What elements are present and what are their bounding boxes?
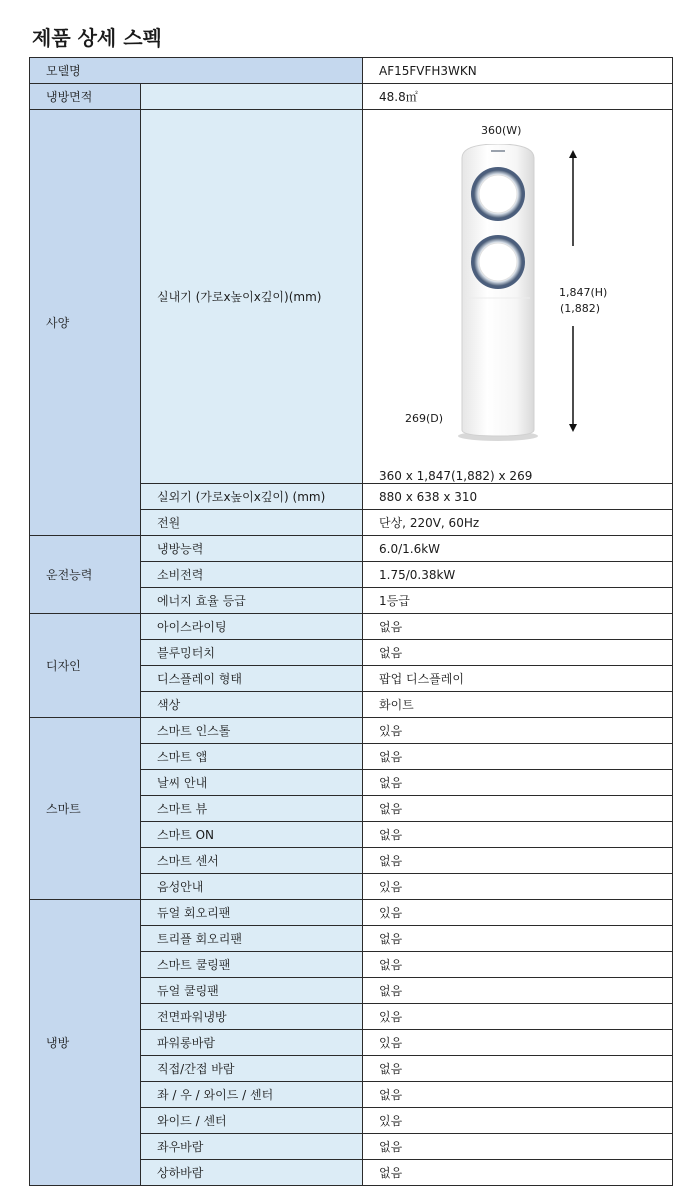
indoor-image-cell: [363, 110, 673, 484]
table-row: [30, 536, 673, 562]
row-label: 날씨 안내: [141, 770, 363, 796]
row-value: 없음: [363, 1134, 673, 1160]
row-value: 없음: [363, 744, 673, 770]
group-category: 냉방: [30, 900, 141, 1186]
spec-category: 사양: [30, 110, 141, 536]
row-value: 없음: [363, 1056, 673, 1082]
row-label: 냉방능력: [141, 536, 363, 562]
row-value: 없음: [363, 770, 673, 796]
row-label: 상하바람: [141, 1160, 363, 1186]
outdoor-label: 실외기 (가로x높이x깊이) (mm): [141, 484, 363, 510]
row-label: 트리플 회오리팬: [141, 926, 363, 952]
row-value: 없음: [363, 978, 673, 1004]
power-value: 단상, 220V, 60Hz: [363, 510, 673, 536]
row-value: 없음: [363, 822, 673, 848]
area-value: 48.8㎡: [363, 84, 673, 110]
row-value: 없음: [363, 848, 673, 874]
power-label: 전원: [141, 510, 363, 536]
table-row-model: [30, 58, 673, 84]
row-value: 없음: [363, 796, 673, 822]
row-label: 음성안내: [141, 874, 363, 900]
row-label: 에너지 효율 등급: [141, 588, 363, 614]
row-value: 있음: [363, 1004, 673, 1030]
row-label: 스마트 센서: [141, 848, 363, 874]
dim-height-label: 1,847(H): [559, 286, 608, 299]
row-value: 있음: [363, 874, 673, 900]
row-label: 스마트 ON: [141, 822, 363, 848]
row-value: 1.75/0.38kW: [363, 562, 673, 588]
row-label: 좌 / 우 / 와이드 / 센터: [141, 1082, 363, 1108]
group-category: 운전능력: [30, 536, 141, 614]
spec-table: [29, 57, 673, 1186]
row-value: 1등급: [363, 588, 673, 614]
table-row-area: [30, 84, 673, 110]
row-label: 파워롱바람: [141, 1030, 363, 1056]
row-label: 색상: [141, 692, 363, 718]
row-value: 6.0/1.6kW: [363, 536, 673, 562]
row-value: 있음: [363, 1108, 673, 1134]
indoor-label: 실내기 (가로x높이x깊이)(mm): [141, 110, 363, 484]
row-label: 블루밍터치: [141, 640, 363, 666]
indoor-value: 360 x 1,847(1,882) x 269: [379, 469, 533, 483]
row-label: 스마트 뷰: [141, 796, 363, 822]
row-value: 없음: [363, 614, 673, 640]
row-value: 없음: [363, 952, 673, 978]
row-label: 좌우바람: [141, 1134, 363, 1160]
table-row: [30, 900, 673, 926]
row-label: 스마트 쿨링팬: [141, 952, 363, 978]
row-label: 듀얼 쿨링팬: [141, 978, 363, 1004]
row-label: 소비전력: [141, 562, 363, 588]
group-category: 디자인: [30, 614, 141, 718]
model-value: AF15FVFH3WKN: [363, 58, 673, 84]
row-value: 없음: [363, 1082, 673, 1108]
area-label: 냉방면적: [30, 84, 141, 110]
model-label: 모델명: [30, 58, 363, 84]
row-value: 있음: [363, 1030, 673, 1056]
row-value: 있음: [363, 900, 673, 926]
row-value: 없음: [363, 1160, 673, 1186]
table-row: [30, 614, 673, 640]
outdoor-value: 880 x 638 x 310: [363, 484, 673, 510]
dim-height-alt-label: (1,882): [560, 302, 601, 315]
row-label: 스마트 앱: [141, 744, 363, 770]
row-value: 없음: [363, 926, 673, 952]
table-row-indoor: [30, 110, 673, 484]
dim-depth-label: 269(D): [405, 412, 444, 425]
row-label: 전면파워냉방: [141, 1004, 363, 1030]
row-label: 듀얼 회오리팬: [141, 900, 363, 926]
row-value: 팝업 디스플레이: [363, 666, 673, 692]
table-row: [30, 718, 673, 744]
row-value: 없음: [363, 640, 673, 666]
dim-width-label: 360(W): [481, 124, 522, 137]
area-sub-empty: [141, 84, 363, 110]
row-label: 스마트 인스톨: [141, 718, 363, 744]
row-value: 화이트: [363, 692, 673, 718]
row-value: 있음: [363, 718, 673, 744]
row-label: 직접/간접 바람: [141, 1056, 363, 1082]
row-label: 와이드 / 센터: [141, 1108, 363, 1134]
page-title: 제품 상세 스펙: [32, 26, 162, 50]
air-conditioner-image: [458, 144, 548, 444]
row-label: 디스플레이 형태: [141, 666, 363, 692]
group-category: 스마트: [30, 718, 141, 900]
row-label: 아이스라이팅: [141, 614, 363, 640]
